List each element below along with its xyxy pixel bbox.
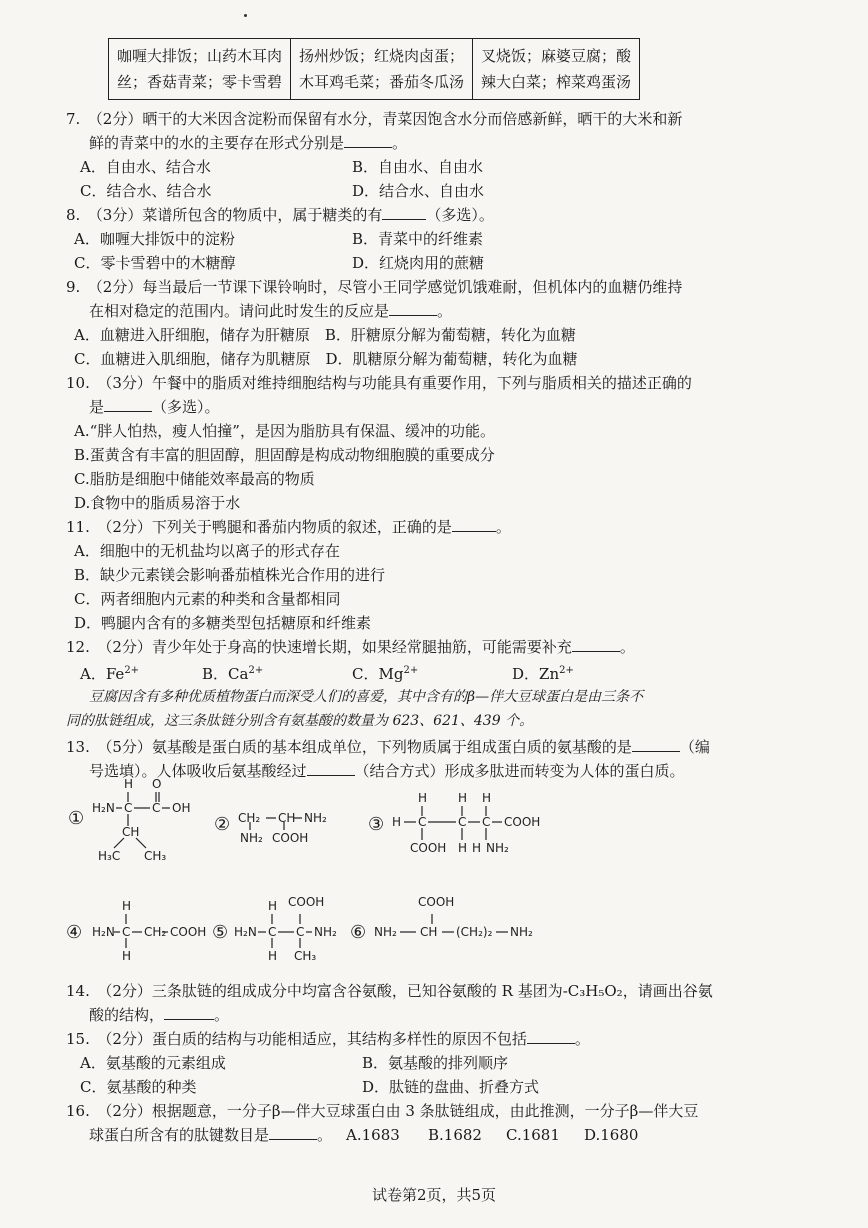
- q10-option-b: B.蛋黄含有丰富的胆固醇，胆固醇是构成动物细胞膜的重要成分: [74, 446, 495, 464]
- ink-dot: [244, 14, 247, 17]
- m4-label: H₂N: [92, 925, 115, 939]
- q9-line2: 在相对稳定的范围内。请问此时发生的反应是 。: [89, 302, 453, 320]
- q9-options-ab: A．血糖进入肝细胞，储存为肝糖原 B．肝糖原分解为葡萄糖，转化为血糖: [74, 326, 576, 344]
- m2-label: CH₂: [238, 811, 261, 825]
- q9-options-cd: C．血糖进入肌细胞，储存为肌糖原 D．肌糖原分解为葡萄糖，转化为血糖: [74, 350, 578, 368]
- q11-line1: 11. （2分）下列关于鸭腿和番茄内物质的叙述，正确的是 。: [66, 518, 511, 536]
- q16-option-b: B.1682: [428, 1126, 482, 1144]
- q10-option-c: C.脂肪是细胞中储能效率最高的物质: [74, 470, 315, 488]
- m3-label: C: [482, 815, 491, 829]
- molecule-4-number: ④: [66, 922, 83, 943]
- q14-line1: 14. （2分）三条肽链的组成成分中均富含谷氨酸，已知谷氨酸的 R 基团为-C₃H₅O₂，请画出谷氨: [66, 982, 713, 1000]
- q8-option-d: D．红烧肉用的蔗糖: [352, 254, 485, 272]
- molecule-3-structure: [390, 790, 550, 868]
- m1-label: CH₃: [144, 849, 167, 863]
- m5-label: H: [268, 899, 278, 913]
- q7-line1: 7. （2分）晒干的大米因含淀粉而保留有水分，青菜因饱含水分而倍感新鲜，晒干的大米和新: [66, 110, 683, 128]
- m3-label: COOH: [410, 841, 447, 855]
- molecule-2-structure: [236, 802, 356, 852]
- m1-label: C: [152, 801, 161, 815]
- q15-option-c: C．氨基酸的种类: [80, 1078, 197, 1096]
- molecule-2-number: ②: [214, 814, 231, 835]
- m2-label: CH: [278, 811, 296, 825]
- m5-label: C: [268, 925, 277, 939]
- q7-option-a: A．自由水、结合水: [80, 158, 211, 176]
- m1-label: H: [124, 777, 134, 791]
- m5-label: H₂N: [234, 925, 257, 939]
- m2-label: NH₂: [304, 811, 327, 825]
- m4-label: CH₂: [144, 925, 167, 939]
- q12-line1: 12. （2分）青少年处于身高的快速增长期，如果经常腿抽筋，可能需要补充 。: [66, 638, 635, 656]
- m1-label: CH: [122, 825, 140, 839]
- page-footer: 试卷第2页，共5页: [371, 1186, 497, 1204]
- q13-line1: 13. （5分）氨基酸是蛋白质的基本组成单位，下列物质属于组成蛋白质的氨基酸的是 （编: [66, 738, 710, 756]
- q15-option-b: B．氨基酸的排列顺序: [362, 1054, 509, 1072]
- molecule-5-structure: [232, 894, 352, 970]
- q7-option-d: D．结合水、自由水: [352, 182, 485, 200]
- q16-option-c: C.1681: [506, 1126, 560, 1144]
- m6-label: COOH: [418, 895, 455, 909]
- q8-option-c: C．零卡雪碧中的木糖醇: [74, 254, 236, 272]
- molecule-5-number: ⑤: [212, 922, 229, 943]
- q7-option-b: B．自由水、自由水: [352, 158, 484, 176]
- q14-line2: 酸的结构， 。: [89, 1006, 230, 1024]
- molecule-6-number: ⑥: [350, 922, 367, 943]
- m3-label: H: [418, 791, 428, 805]
- q16-line2: 球蛋白所含有的肽键数目是 。: [89, 1126, 333, 1144]
- m6-label: CH: [420, 925, 438, 939]
- molecule-1-number: ①: [68, 808, 85, 829]
- q10-line2: 是 （多选）。: [89, 398, 220, 416]
- q16-option-a: A.1683: [346, 1126, 400, 1144]
- q16-line1: 16. （2分）根据题意，一分子β—伴大豆球蛋白由 3 条肽链组成，由此推测，一分子β—伴大豆: [66, 1102, 699, 1120]
- q15-option-a: A．氨基酸的元素组成: [80, 1054, 226, 1072]
- q8-option-b: B．青菜中的纤维素: [352, 230, 484, 248]
- molecule-4-structure: [90, 898, 210, 968]
- m6-label: NH₂: [510, 925, 533, 939]
- m1-label: H₂N: [92, 801, 115, 815]
- m5-label: NH₂: [314, 925, 337, 939]
- q15-option-d: D．肽链的盘曲、折叠方式: [362, 1078, 540, 1096]
- q7-line2: 鲜的青菜中的水的主要存在形式分别是 。: [89, 134, 408, 152]
- m4-label: H: [122, 899, 132, 913]
- molecule-6-structure: [372, 894, 542, 954]
- m4-label: C: [122, 925, 131, 939]
- q9-line1: 9. （2分）每当最后一节课下课铃响时，尽管小王同学感觉饥饿难耐，但机体内的血糖仍维持: [66, 278, 683, 296]
- q12-option-c: C．$Mg^{2+}$: [352, 665, 419, 683]
- m1-label: H₃C: [98, 849, 121, 863]
- q12-option-d: D．$Zn^{2+}$: [512, 665, 574, 683]
- menu-cell-1: 咖喱大排饭；山药木耳肉 丝；香菇青菜；零卡雪碧: [109, 39, 291, 100]
- q12-option-a: A．$Fe^{2+}$: [80, 665, 140, 683]
- molecule-3-number: ③: [368, 814, 385, 835]
- m3-label: H: [458, 841, 468, 855]
- passage-line2: 同的肽链组成，这三条肽链分别含有氨基酸的数量为 623、621、439 个。: [66, 713, 534, 729]
- m3-label: NH₂: [486, 841, 509, 855]
- m6-label: NH₂: [374, 925, 397, 939]
- m4-label: COOH: [170, 925, 207, 939]
- menu-cell-3: 叉烧饭；麻婆豆腐；酸 辣大白菜；榨菜鸡蛋汤: [473, 39, 640, 100]
- q8-option-a: A．咖喱大排饭中的淀粉: [74, 230, 235, 248]
- m2-label: NH₂: [240, 831, 263, 845]
- m3-label: C: [458, 815, 467, 829]
- menu-table: [108, 38, 640, 100]
- q8-line1: 8. （3分）菜谱所包含的物质中，属于糖类的有 （多选）。: [66, 206, 494, 224]
- passage-line1: 豆腐因含有多种优质植物蛋白而深受人们的喜爱，其中含有的β—伴大豆球蛋白是由三条不: [89, 689, 644, 705]
- q11-option-c: C．两者细胞内元素的种类和含量都相同: [74, 590, 341, 608]
- q10-option-d: D.食物中的脂质易溶于水: [74, 494, 241, 512]
- molecule-1-structure: [90, 776, 210, 872]
- m6-label: (CH₂)₂: [456, 925, 493, 939]
- m1-label: OH: [172, 801, 191, 815]
- m3-label: H: [458, 791, 468, 805]
- q15-line1: 15. （2分）蛋白质的结构与功能相适应，其结构多样性的原因不包括 。: [66, 1030, 590, 1048]
- menu-cell-2: 扬州炒饭；红烧肉卤蛋； 木耳鸡毛菜；番茄冬瓜汤: [291, 39, 473, 100]
- q11-option-a: A．细胞中的无机盐均以离子的形式存在: [74, 542, 340, 560]
- m5-label: C: [296, 925, 305, 939]
- q7-option-c: C．结合水、结合水: [80, 182, 212, 200]
- q10-option-a: A.“胖人怕热，瘦人怕撞”，是因为脂肪具有保温、缓冲的功能。: [74, 422, 495, 440]
- m3-label: H: [482, 791, 492, 805]
- m2-label: COOH: [272, 831, 309, 845]
- q16-option-d: D.1680: [584, 1126, 639, 1144]
- m5-label: H: [268, 949, 278, 963]
- q13-line2: 号选填）。人体吸收后氨基酸经过 （结合方式）形成多肽进而转变为人体的蛋白质。: [89, 762, 685, 780]
- m3-label: COOH: [504, 815, 541, 829]
- m3-label: H: [392, 815, 402, 829]
- q10-line1: 10. （3分）午餐中的脂质对维持细胞结构与功能具有重要作用，下列与脂质相关的描述正确的: [66, 374, 692, 392]
- m5-label: CH₃: [294, 949, 317, 963]
- m3-label: H: [472, 841, 482, 855]
- m5-label: COOH: [288, 895, 325, 909]
- q12-option-b: B．$Ca^{2+}$: [202, 665, 264, 683]
- m4-label: H: [122, 949, 132, 963]
- q11-option-b: B．缺少元素镁会影响番茄植株光合作用的进行: [74, 566, 386, 584]
- q11-option-d: D．鸭腿内含有的多糖类型包括糖原和纤维素: [74, 614, 372, 632]
- m1-label: C: [124, 801, 133, 815]
- m1-label: O: [152, 777, 162, 791]
- m3-label: C: [418, 815, 427, 829]
